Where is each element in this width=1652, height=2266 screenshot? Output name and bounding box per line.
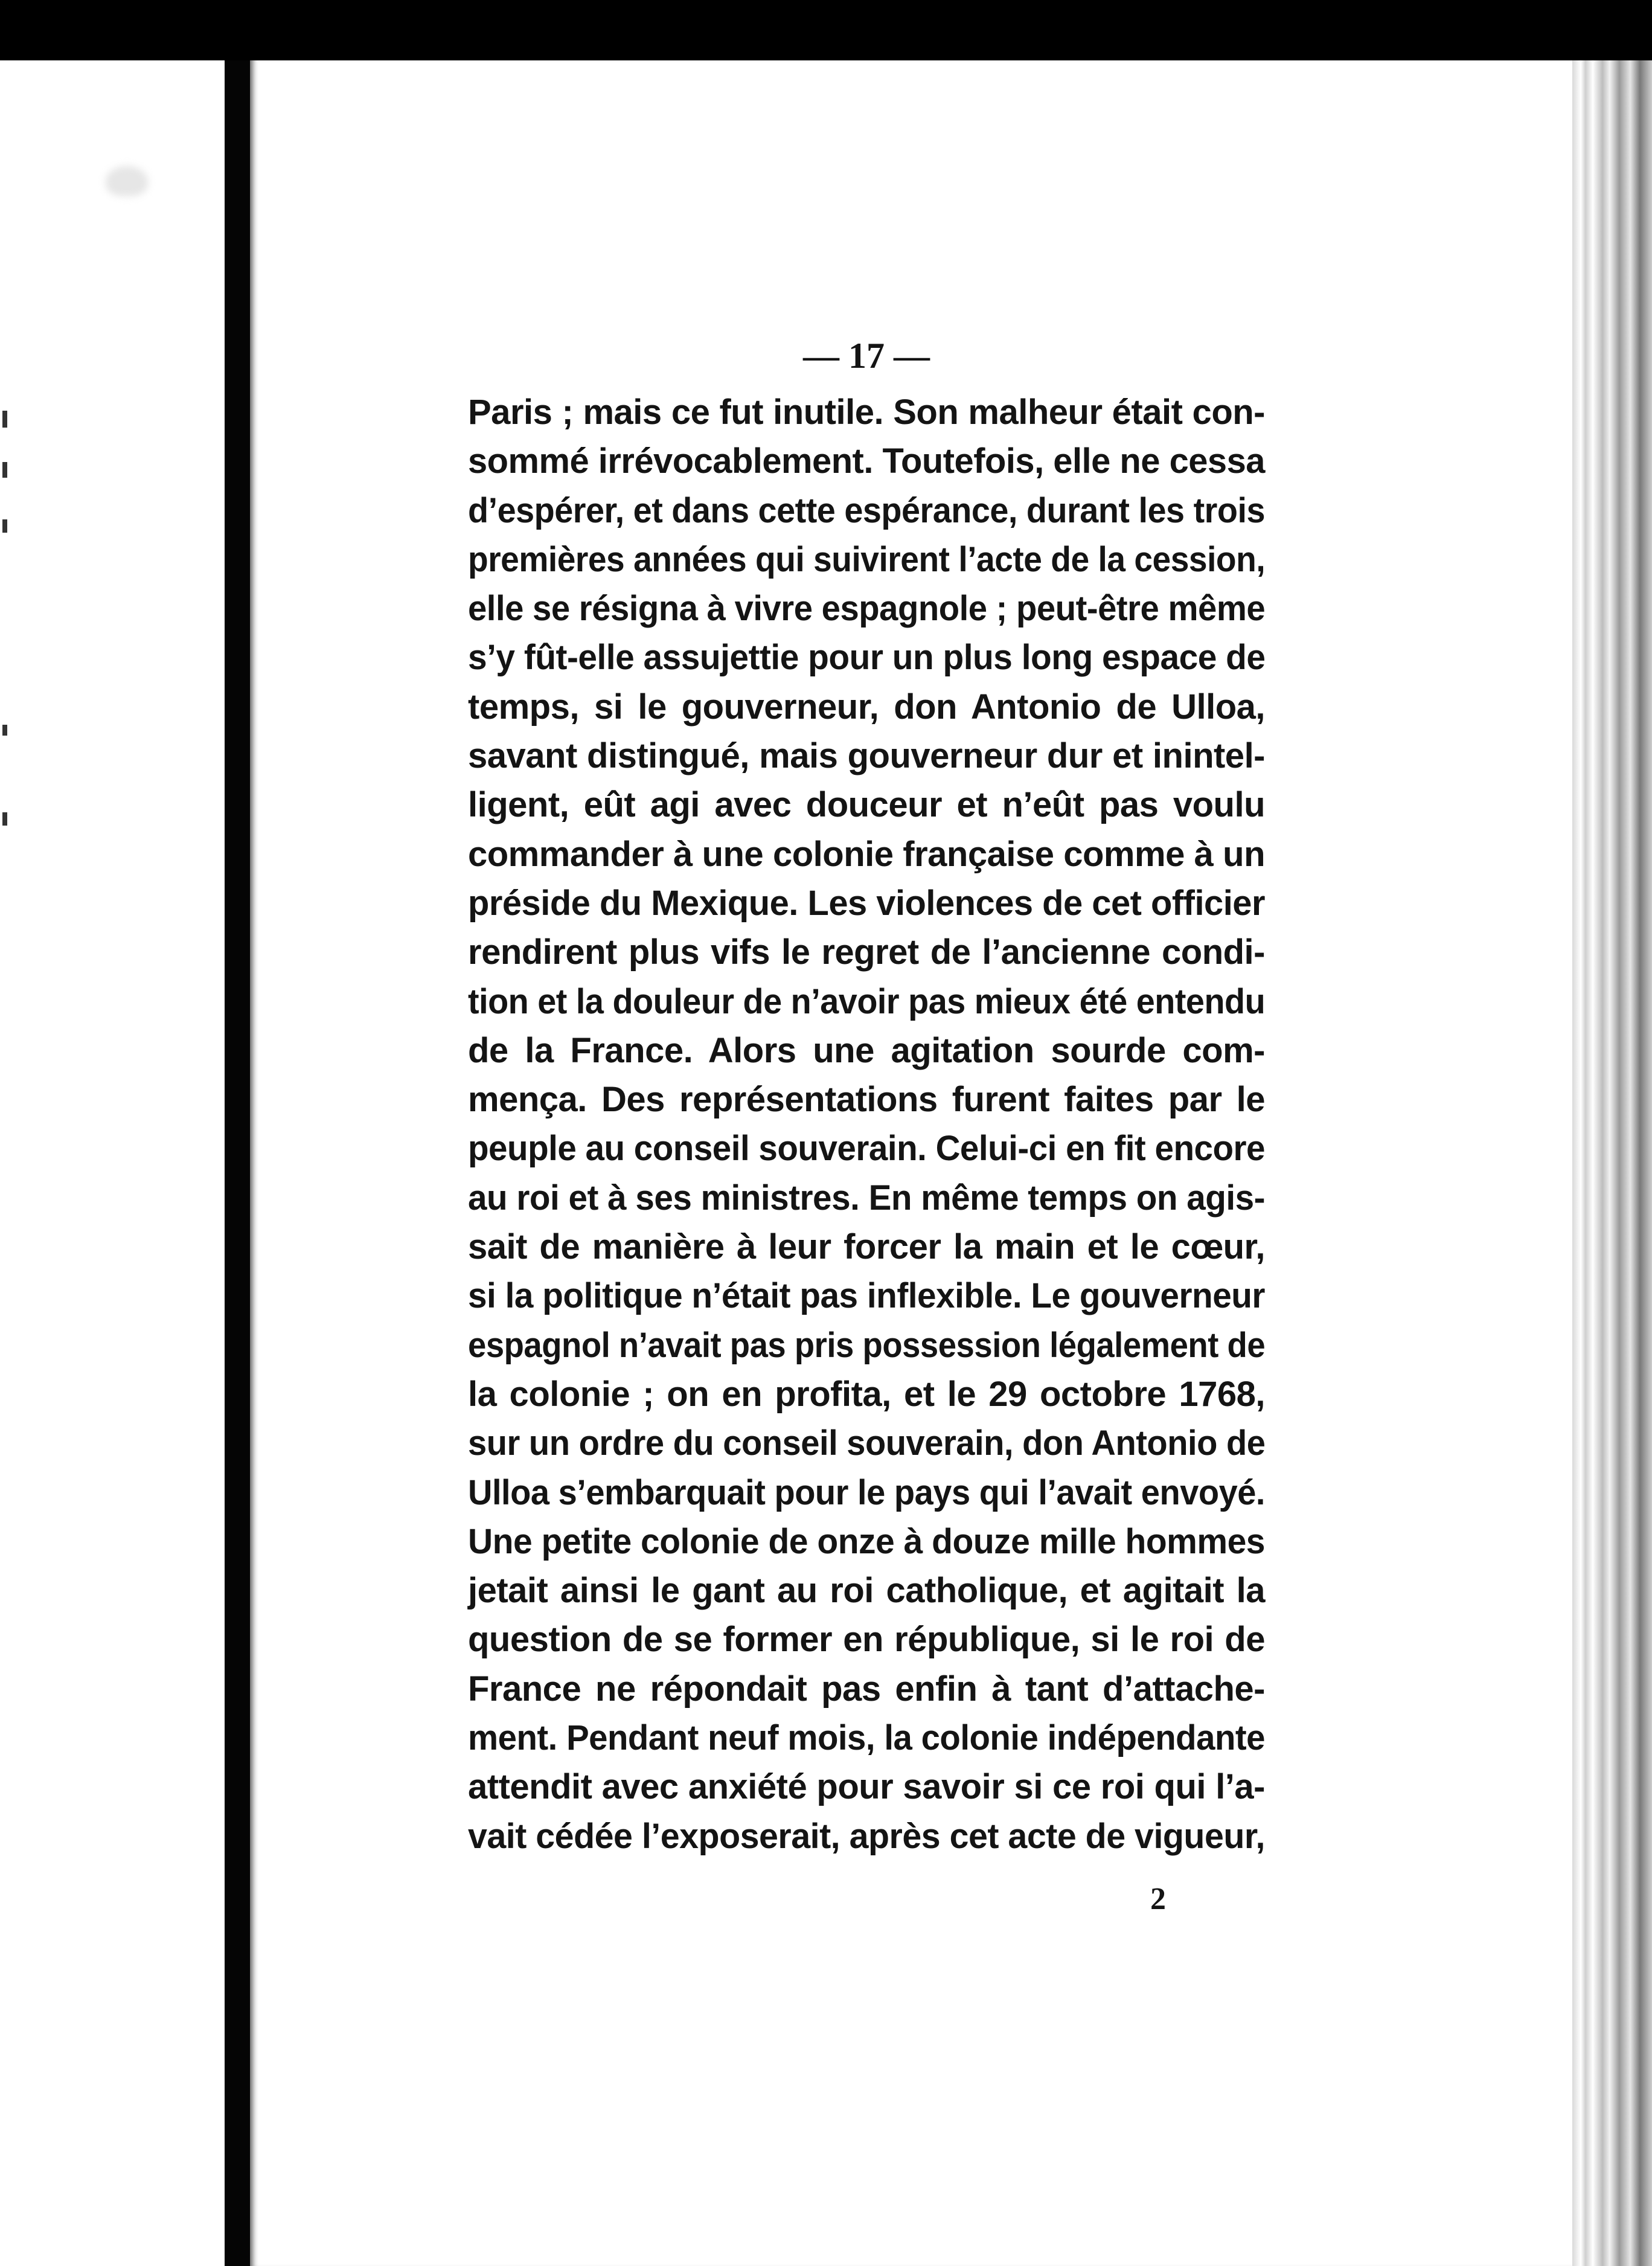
margin-mark	[2, 725, 7, 736]
text-line: peuple au conseil souverain. Celui-ci en fit encore	[468, 1129, 1265, 1169]
text-line: jetait ainsi le gant au roi catholique, et agitait la	[468, 1571, 1265, 1611]
book-gutter	[225, 60, 254, 2266]
text-line: sait de manière à leur forcer la main et le cœur,	[468, 1227, 1265, 1267]
text-line: d’espérer, et dans cette espérance, durant les trois	[468, 490, 1266, 530]
text-line: s’y fût-elle assujettie pour un plus long espace de	[468, 638, 1266, 678]
text-line: savant distingué, mais gouverneur dur et inintel-	[468, 736, 1265, 776]
paper-stain	[106, 166, 148, 196]
text-line: Paris ; mais ce fut inutile. Son malheur était con-	[468, 393, 1265, 432]
text-line: sommé irrévocablement. Toutefois, elle ne cessa	[468, 441, 1265, 481]
text-line: France ne répondait pas enfin à tant d’attache-	[468, 1669, 1265, 1709]
text-line: préside du Mexique. Les violences de cet officier	[468, 883, 1265, 923]
text-line: si la politique n’était pas inflexible. Le gouverneur	[468, 1276, 1265, 1316]
text-line: ment. Pendant neuf mois, la colonie indépendante	[468, 1718, 1265, 1758]
margin-mark	[2, 519, 7, 533]
text-line: tion et la douleur de n’avoir pas mieux été entendu	[468, 981, 1266, 1021]
text-line: question de se former en république, si le roi de	[468, 1620, 1265, 1660]
text-line: mença. Des représentations furent faites par le	[468, 1080, 1265, 1120]
text-line: temps, si le gouverneur, don Antonio de Ulloa,	[468, 687, 1265, 727]
text-line: premières années qui suivirent l’acte de la cession,	[468, 539, 1266, 579]
margin-mark	[2, 812, 7, 826]
body-text	[468, 388, 1265, 1861]
text-line: rendirent plus vifs le regret de l’ancienne condi-	[468, 932, 1265, 972]
margin-mark	[2, 462, 7, 478]
text-line: vait cédée l’exposerait, après cet acte de vigueur,	[468, 1816, 1265, 1856]
text-line: Ulloa s’embarquait pour le pays qui l’avait envoyé.	[468, 1472, 1265, 1512]
text-line: elle se résigna à vivre espagnole ; peut-être même	[468, 589, 1266, 629]
text-line: Une petite colonie de onze à douze mille hommes	[468, 1521, 1265, 1561]
text-line: sur un ordre du conseil souverain, don Antonio de	[468, 1423, 1266, 1463]
left-facing-page	[0, 60, 225, 2266]
page-number-header: — 17 —	[803, 336, 930, 376]
text-line: attendit avec anxiété pour savoir si ce roi qui l’a-	[468, 1767, 1265, 1807]
text-line: au roi et à ses ministres. En même temps on agis-	[468, 1178, 1265, 1218]
text-line: espagnol n’avait pas pris possession légalement de	[468, 1325, 1266, 1365]
text-line: ligent, eût agi avec douceur et n’eût pas voulu	[468, 785, 1265, 825]
text-line: commander à une colonie française comme à un	[468, 834, 1265, 874]
margin-mark	[2, 411, 7, 428]
text-line: de la France. Alors une agitation sourde com-	[468, 1030, 1265, 1070]
signature-mark: 2	[1150, 1882, 1166, 1916]
text-line: la colonie ; on en profita, et le 29 octobre 1768,	[468, 1374, 1265, 1414]
page-edges	[1572, 60, 1652, 2266]
